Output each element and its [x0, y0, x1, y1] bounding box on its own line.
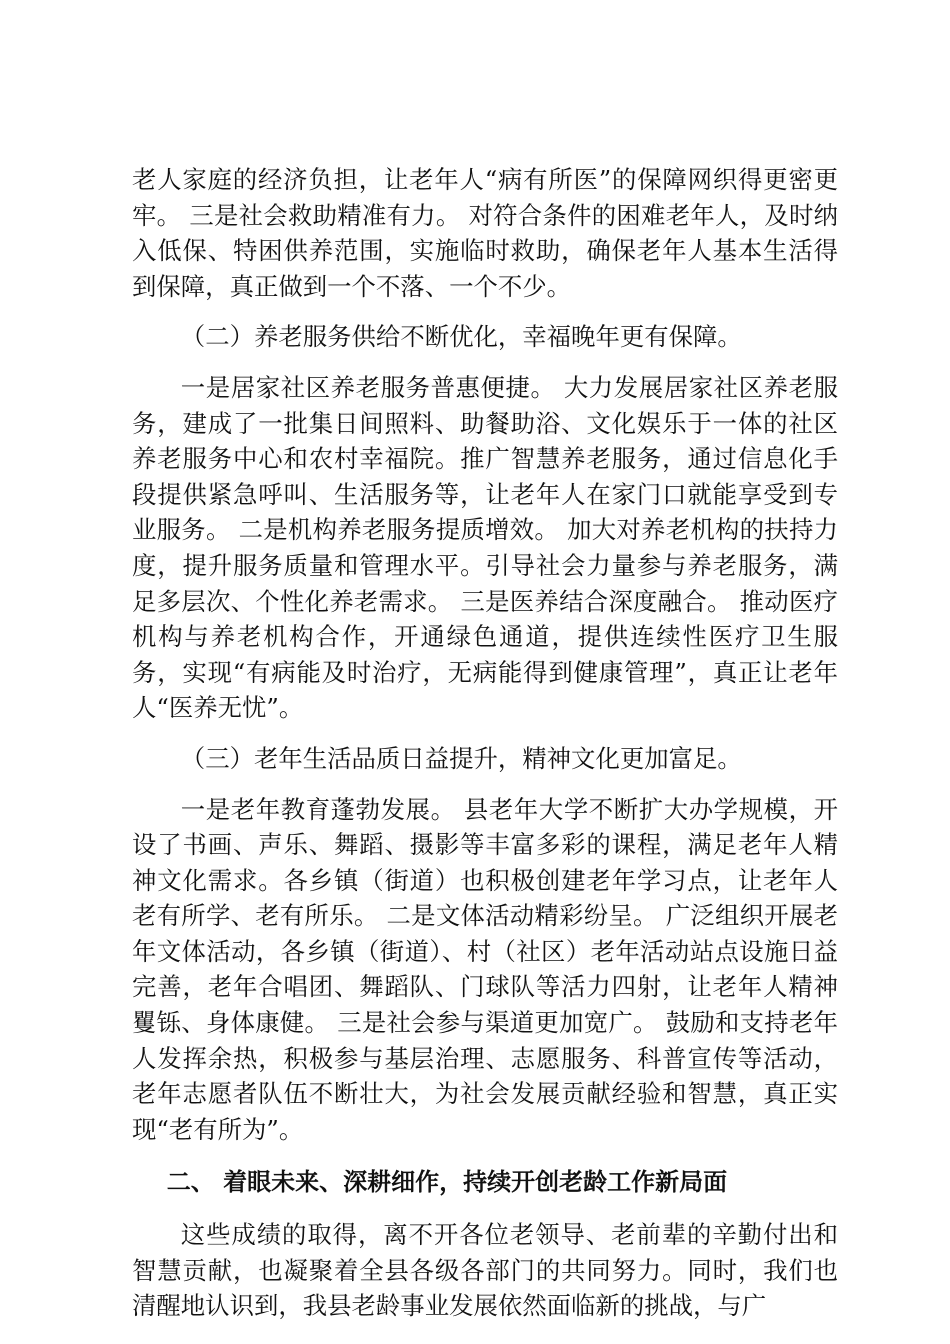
document-body	[132, 162, 838, 1324]
paragraph-achievements: 这些成绩的取得，离不开各位老领导、老前辈的辛勤付出和智慧贡献，也凝聚着全县各级各部门的共同努力。同时，我们也清醒地认识到，我县老龄事业发展依然面临新的挑战，与广	[132, 1220, 838, 1321]
paragraph-quality-of-life: 一是老年教育蓬勃发展。 县老年大学不断扩大办学规模，开设了书画、声乐、舞蹈、摄影等丰富多彩的课程，满足老年人精神文化需求。各乡镇（街道）也积极创建老年学习点，让老年人老有所学、老有所乐。 二是文体活动精彩纷呈。 广泛组织开展老年文体活动，各乡镇（街道）、村（社区）老年活动站点设施日益完善，老年合唱团、舞蹈队、门球队等活力四射，让老年人精神矍铄、身体康健。 三是社会参与渠道更加宽广。 鼓励和支持老年人发挥余热，积极参与基层治理、志愿服务、科普宣传等活动，老年志愿者队伍不断壮大，为社会发展贡献经验和智慧，真正实现“老有所为”。	[132, 794, 838, 1144]
subheading-3: （三）老年生活品质日益提升，精神文化更加富足。	[180, 743, 742, 773]
subheading-2: （二）养老服务供给不断优化，幸福晚年更有保障。	[180, 322, 742, 352]
paragraph-continuation: 老人家庭的经济负担，让老年人“病有所医”的保障网织得更密更牢。 三是社会救助精准有力。 对符合条件的困难老年人，及时纳入低保、特困供养范围，实施临时救助，确保老年人基本生活得到保障，真正做到一个不落、一个不少。	[132, 165, 838, 301]
paragraph-elderly-services: 一是居家社区养老服务普惠便捷。 大力发展居家社区养老服务，建成了一批集日间照料、助餐助浴、文化娱乐于一体的社区养老服务中心和农村幸福院。推广智慧养老服务，通过信息化手段提供紧急呼叫、生活服务等，让老年人在家门口就能享受到专业服务。 二是机构养老服务提质增效。 加大对养老机构的扶持力度，提升服务质量和管理水平。引导社会力量参与养老服务，满足多层次、个性化养老需求。 三是医养结合深度融合。 推动医疗机构与养老机构合作，开通绿色通道，提供连续性医疗卫生服务，实现“有病能及时治疗，无病能得到健康管理”，真正让老年人“医养无忧”。	[132, 372, 838, 723]
section-heading-2: 二、 着眼未来、深耕细作，持续开创老龄工作新局面	[166, 1168, 728, 1197]
